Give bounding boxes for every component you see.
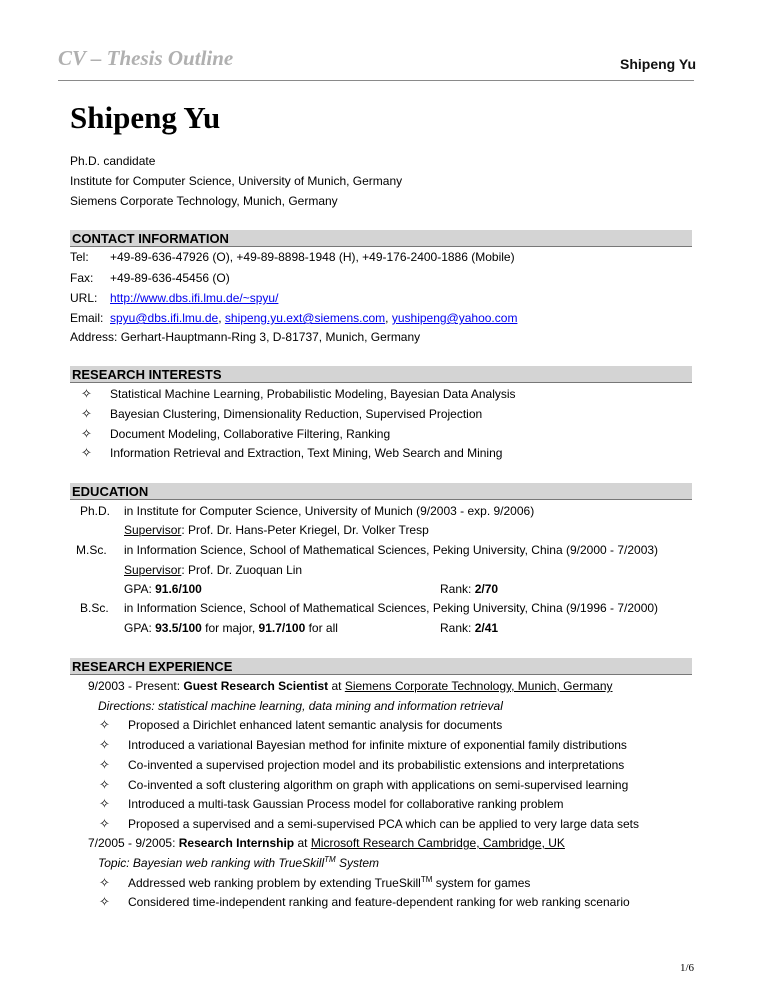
email-separator: , — [218, 311, 225, 325]
degree-msc-label: M.Sc. — [76, 543, 107, 557]
header-rule — [58, 80, 694, 81]
interest-item: ✧ Document Modeling, Collaborative Filtering, Ranking — [81, 426, 391, 441]
job-1-item: ✧ Proposed a supervised and a semi-supervised PCA which can be applied to very large data sets — [99, 816, 639, 831]
phd-supervisor: Supervisor: Prof. Dr. Hans-Peter Kriegel, Dr. Volker Tresp — [124, 523, 429, 537]
diamond-bullet-icon: ✧ — [81, 445, 92, 460]
degree-phd-text: in Institute for Computer Science, University of Munich (9/2003 - exp. 9/2006) — [124, 504, 535, 518]
diamond-bullet-icon: ✧ — [81, 426, 92, 441]
section-heading-contact: CONTACT INFORMATION — [70, 230, 692, 247]
diamond-bullet-icon: ✧ — [99, 894, 110, 909]
diamond-bullet-icon: ✧ — [99, 816, 110, 831]
tel-label: Tel: — [70, 250, 89, 264]
job-1-item: ✧ Introduced a variational Bayesian method for infinite mixture of exponential family distributions — [99, 737, 627, 752]
header-name: Shipeng Yu — [620, 56, 696, 72]
intro-line: Siemens Corporate Technology, Munich, Germany — [70, 194, 338, 208]
msc-rank: Rank: 2/70 — [440, 582, 499, 596]
bsc-rank: Rank: 2/41 — [440, 621, 499, 635]
document-title: CV – Thesis Outline — [58, 46, 234, 70]
diamond-bullet-icon: ✧ — [99, 717, 110, 732]
email-separator: , — [385, 311, 392, 325]
job-1-title: 9/2003 - Present: Guest Research Scientist at Siemens Corporate Technology, Munich, Germany — [88, 679, 613, 693]
section-heading-interests: RESEARCH INTERESTS — [70, 366, 692, 383]
job-1-item: ✧ Proposed a Dirichlet enhanced latent semantic analysis for documents — [99, 717, 503, 732]
email-link-1[interactable]: spyu@dbs.ifi.lmu.de — [110, 311, 219, 325]
fax-value: +49-89-636-45456 (O) — [110, 271, 230, 285]
job-1-item: ✧ Co-invented a soft clustering algorithm on graph with applications on semi-supervised learning — [99, 777, 629, 792]
diamond-bullet-icon: ✧ — [99, 757, 110, 772]
job-2-title: 7/2005 - 9/2005: Research Internship at Microsoft Research Cambridge, Cambridge, UK — [88, 836, 565, 850]
diamond-bullet-icon: ✧ — [99, 737, 110, 752]
person-name: Shipeng Yu — [70, 100, 221, 135]
url-value — [110, 290, 278, 306]
job-1-directions: Directions: statistical machine learning, data mining and information retrieval — [98, 699, 503, 713]
email-link-2[interactable]: shipeng.yu.ext@siemens.com — [224, 311, 386, 325]
intro-line: Ph.D. candidate — [70, 154, 156, 168]
tel-value: +49-89-636-47926 (O), +49-89-8898-1948 (H), +49-176-2400-1886 (Mobile) — [110, 250, 515, 264]
page-number: 1/6 — [679, 962, 694, 974]
homepage-link[interactable]: http://www.dbs.ifi.lmu.de/~spyu/ — [110, 291, 279, 305]
degree-msc-text: in Information Science, School of Mathematical Sciences, Peking University, China (9/2000 - 7/2003) — [124, 543, 659, 557]
degree-bsc-text: in Information Science, School of Mathematical Sciences, Peking University, China (9/1996 - 7/2000) — [124, 601, 659, 615]
diamond-bullet-icon: ✧ — [99, 777, 110, 792]
diamond-bullet-icon: ✧ — [99, 875, 110, 890]
diamond-bullet-icon: ✧ — [99, 796, 110, 811]
intro-block — [70, 151, 402, 211]
msc-gpa: GPA: 91.6/100 — [124, 582, 202, 596]
degree-bsc-label: B.Sc. — [80, 601, 109, 615]
email-label: Email: — [70, 311, 104, 325]
interest-item: ✧ Information Retrieval and Extraction, Text Mining, Web Search and Mining — [81, 445, 503, 460]
interest-item: ✧ Bayesian Clustering, Dimensionality Reduction, Supervised Projection — [81, 406, 483, 421]
msc-supervisor: Supervisor: Prof. Dr. Zuoquan Lin — [124, 563, 303, 577]
job-1-item: ✧ Co-invented a supervised projection model and its probabilistic extensions and interpretations — [99, 757, 625, 772]
email-link-3[interactable]: yushipeng@yahoo.com — [391, 311, 518, 325]
degree-phd-label: Ph.D. — [80, 504, 111, 518]
job-2-item: ✧ Considered time-independent ranking and feature-dependent ranking for web ranking scenario — [99, 894, 630, 909]
intro-line: Institute for Computer Science, University of Munich, Germany — [70, 174, 403, 188]
fax-label: Fax: — [70, 271, 94, 285]
email-values — [110, 310, 517, 326]
section-heading-education: EDUCATION — [70, 483, 692, 500]
section-heading-experience: RESEARCH EXPERIENCE — [70, 658, 692, 675]
diamond-bullet-icon: ✧ — [81, 406, 92, 421]
diamond-bullet-icon: ✧ — [81, 386, 92, 401]
job-2-topic: Topic: Bayesian web ranking with TrueSkill™ System — [98, 855, 380, 870]
job-1-item: ✧ Introduced a multi-task Gaussian Process model for collaborative ranking problem — [99, 796, 564, 811]
job-2-item: ✧ Addressed web ranking problem by extending TrueSkill™ system for games — [99, 875, 531, 890]
interest-item: ✧ Statistical Machine Learning, Probabilistic Modeling, Bayesian Data Analysis — [81, 386, 516, 401]
url-label: URL: — [70, 291, 98, 305]
address-line: Address: Gerhart-Hauptmann-Ring 3, D-81737, Munich, Germany — [70, 330, 421, 344]
bsc-gpa: GPA: 93.5/100 for major, 91.7/100 for all — [124, 621, 338, 635]
